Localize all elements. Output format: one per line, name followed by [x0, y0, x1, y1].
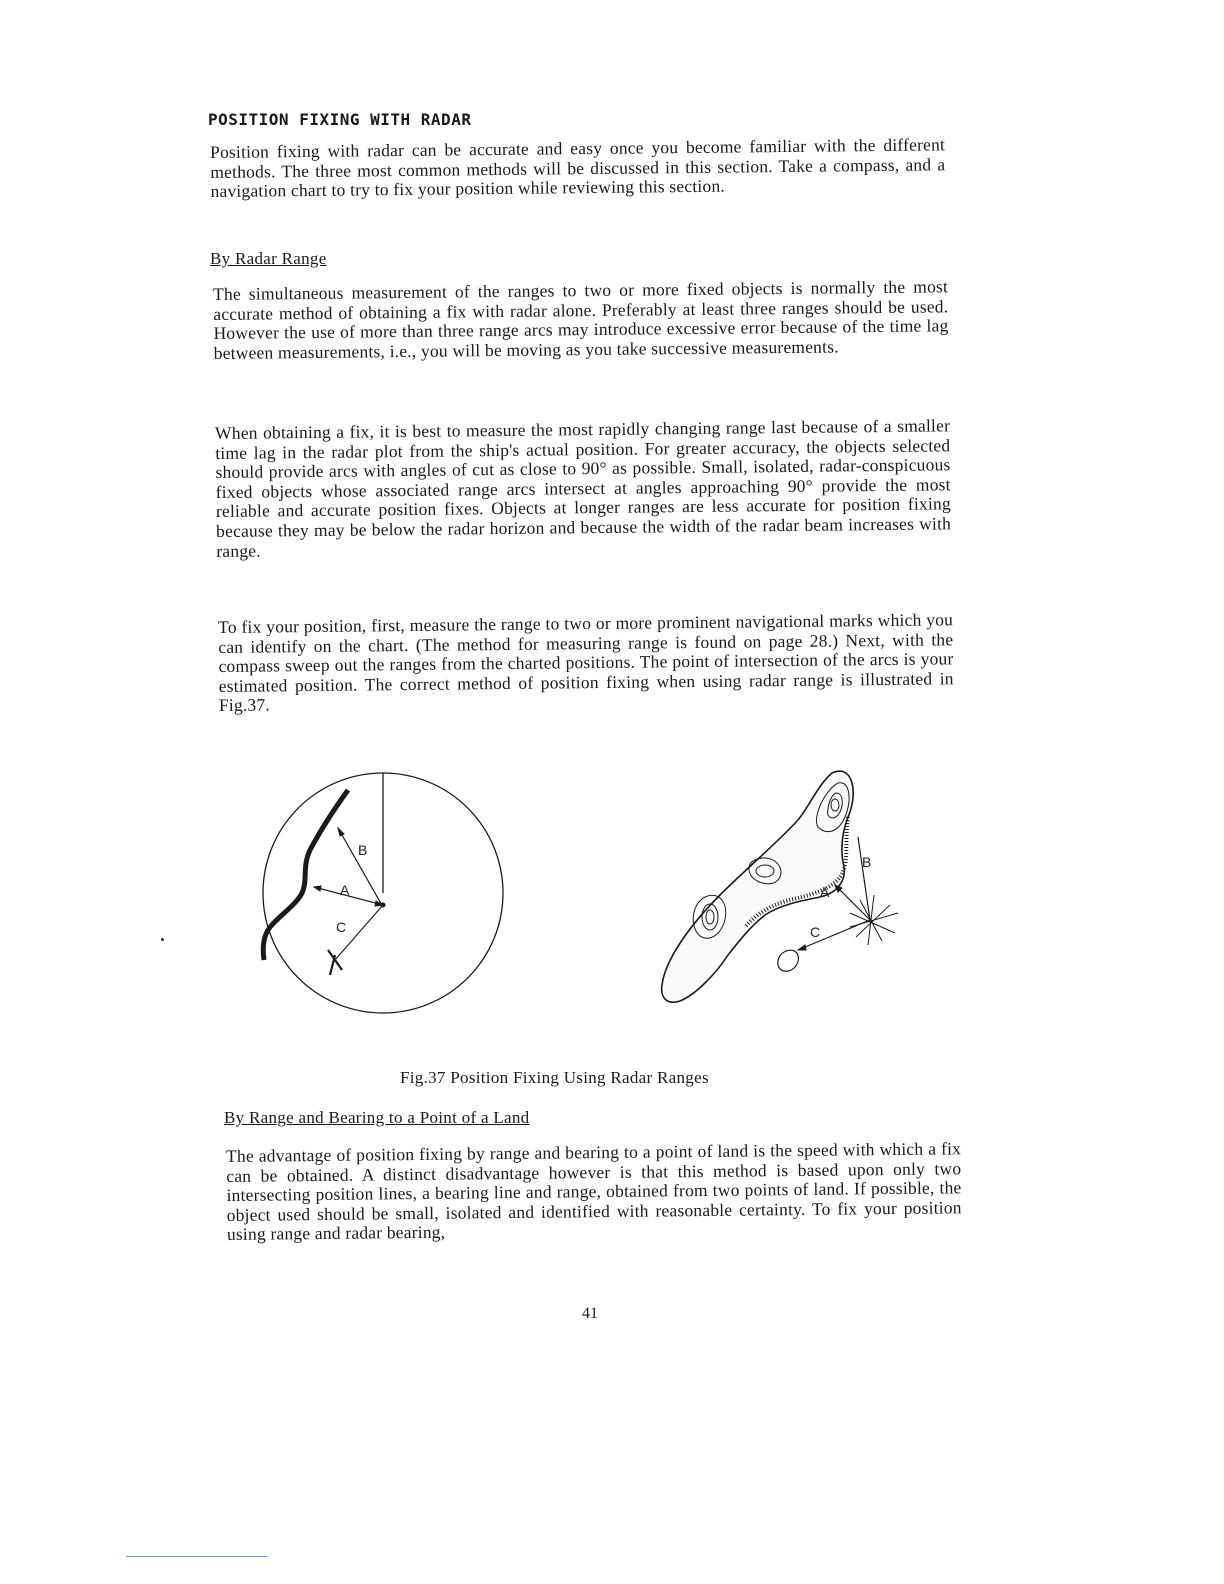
section-heading-range-bearing: By Range and Bearing to a Point of a Land [224, 1108, 530, 1127]
intro-paragraph: Position fixing with radar can be accurate and easy once you become familiar with the different methods. The three most common methods will be discussed in this section. Take a compass, and a navigation chart to try to fix your position while reviewing this section. [209, 134, 946, 202]
paragraph-fix-your-position: To fix your position, first, measure the range to two or more prominent navigational marks which you can identify on the chart. (The method for measuring range is found on page 28.) Next, with the compass sweep out the ranges from the charted positions. The point of intersection of the arcs is your estimated position. The correct method of position fixing when using radar range is illustrated in Fig.37. [217, 609, 954, 716]
scan-speck [161, 938, 164, 941]
figure-37-drawing [250, 755, 930, 1045]
fix-intersection-mark [850, 895, 898, 945]
arrowhead-b [338, 828, 344, 836]
section-heading-radar-range: By Radar Range [210, 249, 327, 268]
small-rock-outline [778, 950, 799, 971]
arrowhead-a-left [314, 886, 321, 891]
label-b-right: B [862, 854, 872, 870]
paragraph-simultaneous-measurement: The simultaneous measurement of the ranges to two or more fixed objects is normally the most accurate method of obtaining a fix with radar alone. Preferably at least three ranges should be used. However the use of more than three range arcs may introduce excessive error because of the time lag between measurements, i.e., you will be moving as you take successive measurements. [212, 276, 949, 363]
label-a-left: A [340, 882, 350, 898]
radar-ppi-diagram [263, 773, 503, 1013]
page-number: 41 [582, 1305, 598, 1322]
chart-island-diagram [662, 771, 898, 1002]
label-c-left: C [336, 919, 347, 935]
figure-37 [250, 755, 930, 1045]
paragraph-obtaining-fix: When obtaining a fix, it is best to measure the most rapidly changing range last because of a smaller time lag in the radar plot from the ship's actual position. For greater accuracy, the objects selected should provide arcs with angles of cut as close to 90° as possible. Small, isolated, radar-conspicuous fixed objects whose associated range arcs intersect at angles approaching 90° provide the most reliable and accurate position fixes. Objects at longer ranges are less accurate for position fixing because they may be below the radar horizon and because the width of the radar beam increases with range. [214, 415, 952, 561]
label-c-right: C [810, 924, 821, 940]
footnote-rule [126, 1556, 267, 1557]
label-a-right: A [820, 884, 830, 900]
own-ship-dot [381, 903, 385, 907]
figure-caption: Fig.37 Position Fixing Using Radar Ranges [400, 1068, 709, 1087]
page-title: POSITION FIXING WITH RADAR [208, 110, 472, 129]
label-b-left: B [358, 842, 368, 858]
arrowhead-c-chart [798, 945, 806, 950]
paragraph-range-bearing: The advantage of position fixing by range and bearing to a point of land is the speed with which a fix can be obtained. A distinct disadvantage however is that this method is based upon only two intersecting position lines, a bearing line and range, obtained from two points of land. If possible, the object used should be small, isolated and identified with reasonable certainty. To fix your position using range and radar bearing, [225, 1138, 962, 1245]
